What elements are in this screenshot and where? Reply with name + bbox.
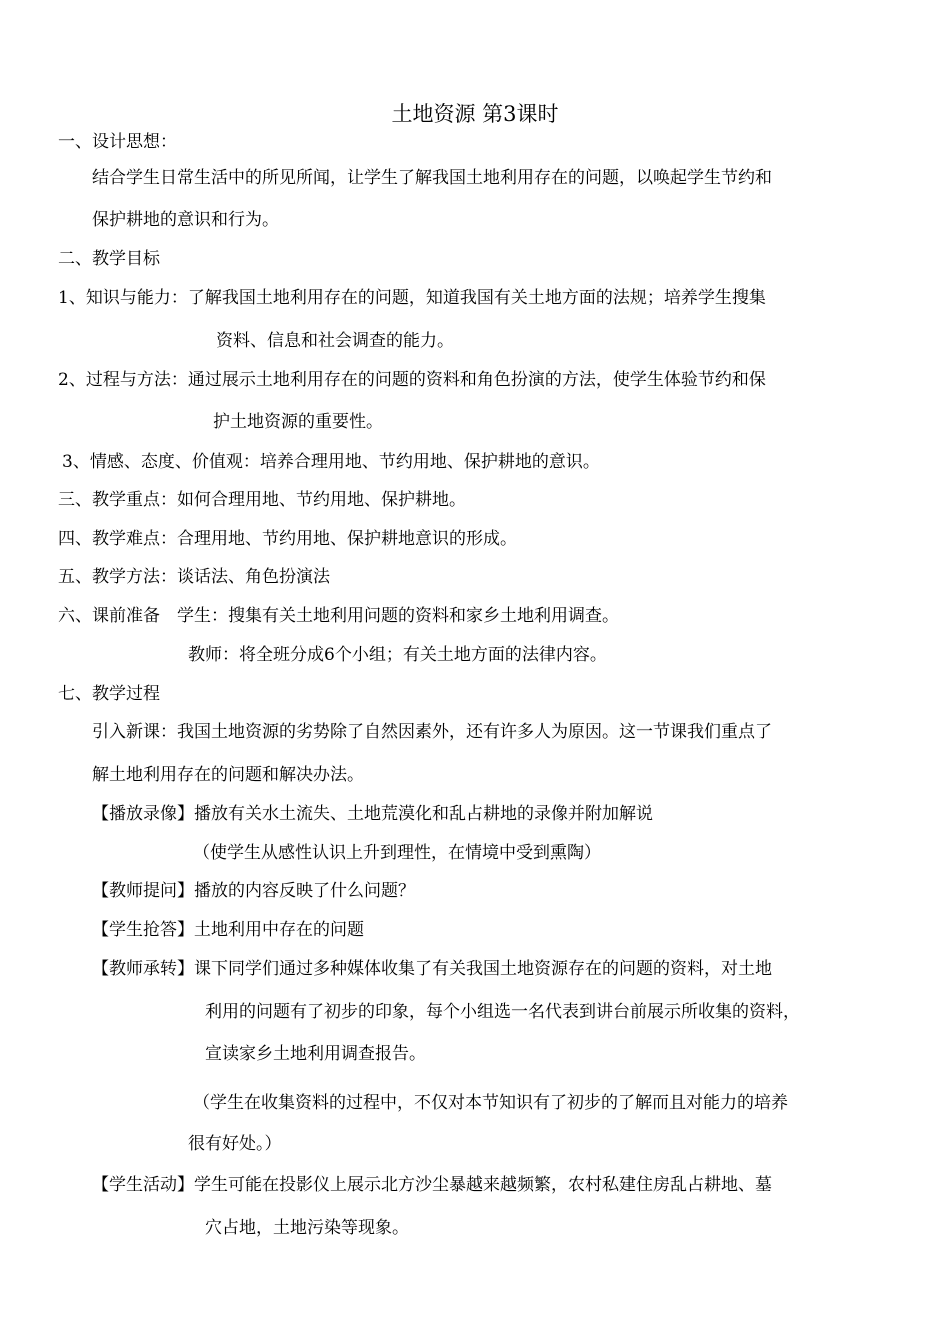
step-note: （学生在收集资料的过程中，不仅对本节知识有了初步的了解而且对能力的培养 [193,1093,788,1113]
page-title: 土地资源 第3课时 [391,102,559,126]
heading-preparation: 六、课前准备 学生：搜集有关土地利用问题的资料和家乡土地利用调查。 [58,606,619,626]
heading-teaching-goals: 二、教学目标 [58,249,160,269]
step-student-answer: 【学生抢答】土地利用中存在的问题 [92,920,364,940]
step-teacher-question: 【教师提问】播放的内容反映了什么问题？ [92,881,415,901]
goal-item-continued: 护土地资源的重要性。 [213,412,383,432]
step-continued: 利用的问题有了初步的印象，每个小组选一名代表到讲台前展示所收集的资料， [205,1002,800,1022]
goal-item: 1、知识与能力：了解我国土地利用存在的问题，知道我国有关土地方面的法规；培养学生搜集 [58,288,766,308]
step-continued: 宣读家乡土地利用调查报告。 [205,1044,426,1064]
goal-item-continued: 资料、信息和社会调查的能力。 [216,331,454,351]
heading-design-idea: 一、设计思想： [58,132,177,152]
paragraph-line: 解土地利用存在的问题和解决办法。 [92,765,364,785]
heading-difficulties: 四、教学难点：合理用地、节约用地、保护耕地意识的形成。 [58,529,517,549]
heading-methods: 五、教学方法：谈话法、角色扮演法 [58,567,330,587]
paragraph-line: 结合学生日常生活中的所见所闻，让学生了解我国土地利用存在的问题，以唤起学生节约和 [92,168,772,188]
paragraph-line: 引入新课：我国土地资源的劣势除了自然因素外，还有许多人为原因。这一节课我们重点了 [92,722,772,742]
step-student-activity: 【学生活动】学生可能在投影仪上展示北方沙尘暴越来越频繁，农村私建住房乱占耕地、墓 [92,1175,772,1195]
step-note: （使学生从感性认识上升到理性，在情境中受到熏陶） [193,843,601,863]
goal-item: 2、过程与方法：通过展示土地利用存在的问题的资料和角色扮演的方法，使学生体验节约和保 [58,370,766,390]
preparation-teacher: 教师：将全班分成6个小组；有关土地方面的法律内容。 [188,645,607,665]
step-play-video: 【播放录像】播放有关水土流失、土地荒漠化和乱占耕地的录像并附加解说 [92,804,653,824]
heading-key-points: 三、教学重点：如何合理用地、节约用地、保护耕地。 [58,490,466,510]
step-teacher-transition: 【教师承转】课下同学们通过多种媒体收集了有关我国土地资源存在的问题的资料，对土地 [92,959,772,979]
heading-process: 七、教学过程 [58,684,160,704]
paragraph-line: 保护耕地的意识和行为。 [92,210,279,230]
step-continued: 穴占地，土地污染等现象。 [205,1218,409,1238]
goal-item: 3、情感、态度、价值观：培养合理用地、节约用地、保护耕地的意识。 [62,452,600,472]
step-note-continued: 很有好处。） [188,1134,282,1154]
